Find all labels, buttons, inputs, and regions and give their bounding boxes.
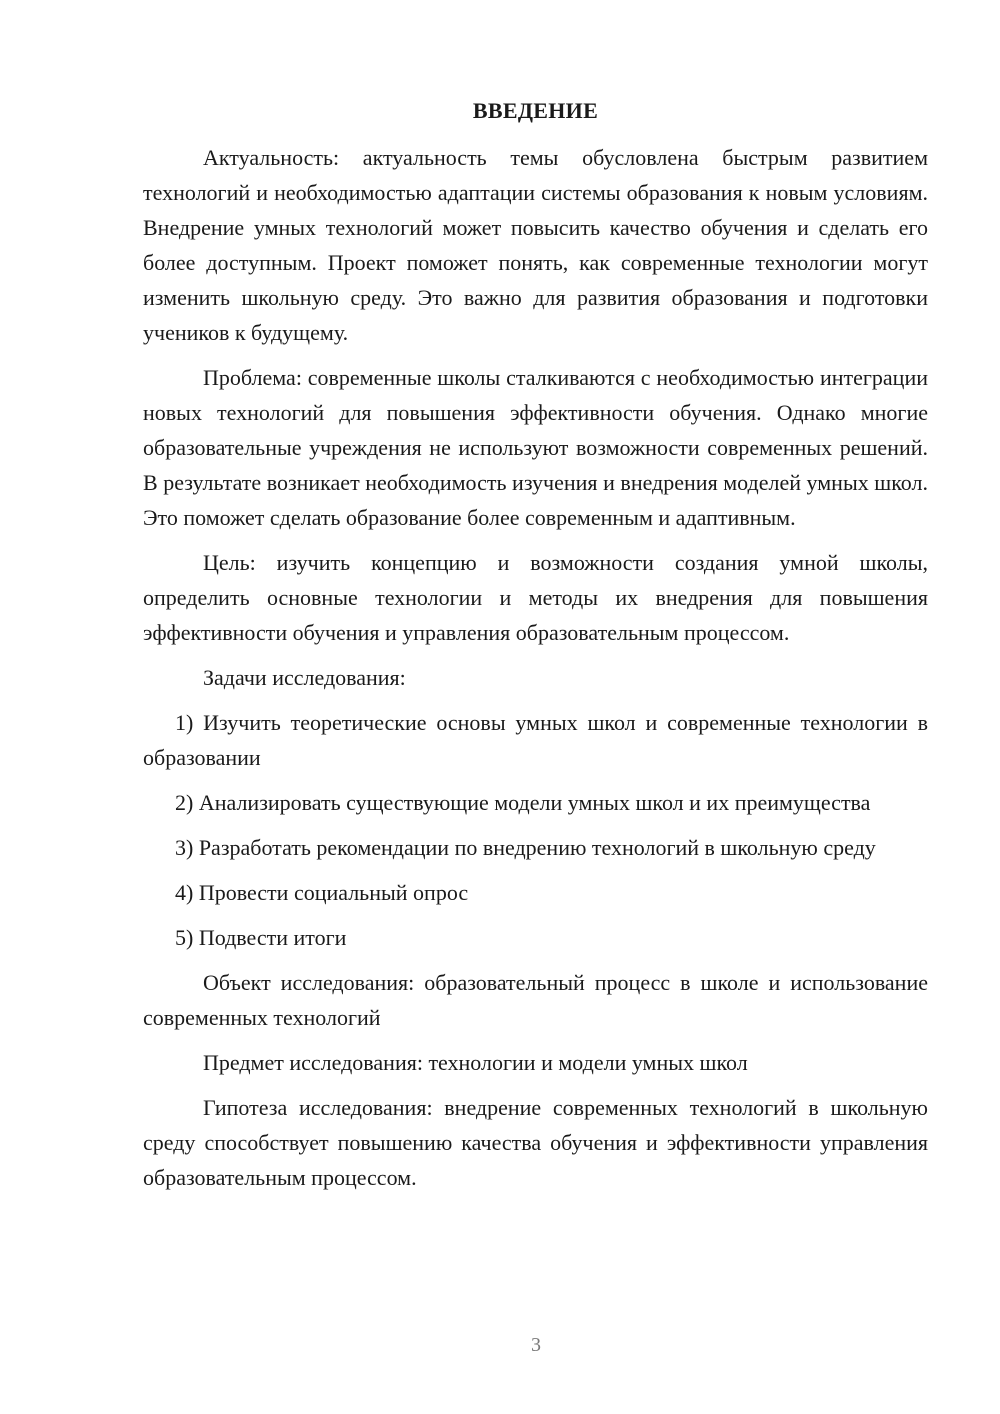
task-item: 1) Изучить теоретические основы умных школ и современные технологии в образовании: [143, 710, 928, 770]
paragraph-problem: Проблема: современные школы сталкиваются с необходимостью интеграции новых технологий для повышения эффективности обучения. Однако многие образовательные учреждения не используют возможности современных решений. В результате возникает необходимость изучения и внедрения моделей умных школ. Это поможет сделать образование более современным и адаптивным.: [143, 365, 928, 530]
task-item: 2) Анализировать существующие модели умных школ и их преимущества: [175, 790, 871, 815]
page-number: 3: [531, 1334, 541, 1356]
paragraph-subject: Предмет исследования: технологии и модели умных школ: [203, 1050, 748, 1075]
paragraph-goal: Цель: изучить концепцию и возможности создания умной школы, определить основные технологии и методы их внедрения для повышения эффективности обучения и управления образовательным процессом.: [143, 550, 928, 645]
page-title: ВВЕДЕНИЕ: [472, 98, 599, 123]
task-item: 5) Подвести итоги: [175, 925, 347, 950]
paragraph-object: Объект исследования: образовательный процесс в школе и использование современных технологий: [143, 970, 928, 1030]
paragraph-hypothesis: Гипотеза исследования: внедрение современных технологий в школьную среду способствует повышению качества обучения и эффективности управления образовательным процессом.: [143, 1095, 928, 1190]
page-content: [143, 96, 928, 1205]
paragraph-relevance: Актуальность: актуальность темы обусловлена быстрым развитием технологий и необходимостью адаптации системы образования к новым условиям. Внедрение умных технологий может повысить качество обучения и сделать его более доступным. Проект поможет понять, как современные технологии могут изменить школьную среду. Это важно для развития образования и подготовки учеников к будущему.: [143, 145, 928, 345]
tasks-heading: Задачи исследования:: [203, 665, 406, 690]
task-item: 3) Разработать рекомендации по внедрению технологий в школьную среду: [175, 835, 876, 860]
task-item: 4) Провести социальный опрос: [175, 880, 469, 905]
